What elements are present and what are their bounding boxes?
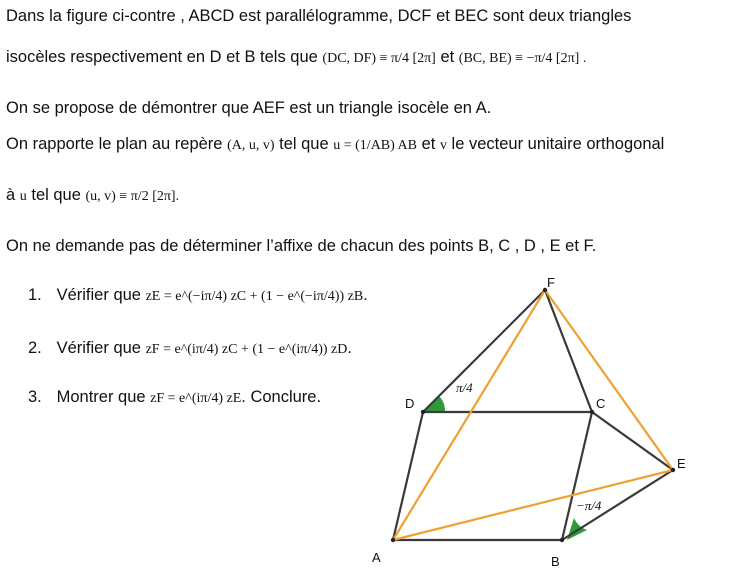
segment-af xyxy=(393,290,545,540)
segment-cb xyxy=(562,412,592,540)
question-3-tail: . Conclure. xyxy=(241,388,322,406)
question-3-text: Montrer que xyxy=(56,388,146,406)
label-a: A xyxy=(372,550,381,565)
angle-condition-uv: (u, v) ≡ π/2 [2π]. xyxy=(85,189,180,204)
text-line-1: Dans la figure ci-contre , ABCD est parallélogramme, DCF et BEC sont deux triangles xyxy=(6,7,632,25)
question-1-text: Vérifier que xyxy=(56,286,141,304)
vector-u-definition: u = (1/AB) AB xyxy=(333,138,417,153)
text-line-4-et: et xyxy=(421,135,436,153)
segment-fc xyxy=(545,290,592,412)
segment-ce xyxy=(592,412,673,470)
label-c: C xyxy=(596,396,606,411)
question-2-formula: zF = e^(iπ/4) zC + (1 − e^(iπ/4)) zD xyxy=(145,342,348,357)
angle-condition-dcf: (DC, DF) ≡ π/4 [2π] xyxy=(322,51,436,66)
text-line-5-start: à xyxy=(6,186,16,204)
question-2-tail: . xyxy=(347,339,352,357)
angle-mark-b xyxy=(567,518,587,540)
label-e: E xyxy=(677,456,686,471)
question-2-text: Vérifier que xyxy=(56,339,141,357)
vector-u: u xyxy=(19,189,27,204)
text-line-6: On ne demande pas de déterminer l’affixe de chacun des points B, C , D , E et F. xyxy=(6,237,597,255)
question-3-number: 3. xyxy=(28,388,42,406)
label-b: B xyxy=(551,554,560,569)
segment-ae xyxy=(393,470,673,540)
question-1-tail: . xyxy=(363,286,368,304)
question-2-number: 2. xyxy=(28,339,42,357)
text-line-2-et: et xyxy=(440,48,455,66)
frame-notation: (A, u, v) xyxy=(227,138,275,153)
text-line-3: On se propose de démontrer que AEF est un triangle isocèle en A. xyxy=(6,99,492,117)
vector-v: v xyxy=(439,138,447,153)
segment-df xyxy=(423,290,545,412)
segment-ad xyxy=(393,412,423,540)
label-d: D xyxy=(405,396,415,411)
label-f: F xyxy=(547,275,555,290)
question-1-number: 1. xyxy=(28,286,42,304)
text-line-2-start: isocèles respectivement en D et B tels que xyxy=(6,48,318,66)
text-line-4-start: On rapporte le plan au repère xyxy=(6,135,223,153)
segment-fe xyxy=(545,290,673,470)
text-line-4-end: le vecteur unitaire orthogonal xyxy=(451,135,665,153)
angle-condition-bec: (BC, BE) ≡ −π/4 [2π] . xyxy=(458,51,587,66)
text-line-4-tel-que: tel que xyxy=(279,135,329,153)
text-line-5-tel-que: tel que xyxy=(31,186,81,204)
question-3-formula: zF = e^(iπ/4) zE xyxy=(150,391,242,406)
angle-label-d: π/4 xyxy=(456,380,473,395)
angle-label-b: −π/4 xyxy=(576,498,602,513)
question-1-formula: zE = e^(−iπ/4) zC + (1 − e^(−iπ/4)) zB xyxy=(145,289,364,304)
